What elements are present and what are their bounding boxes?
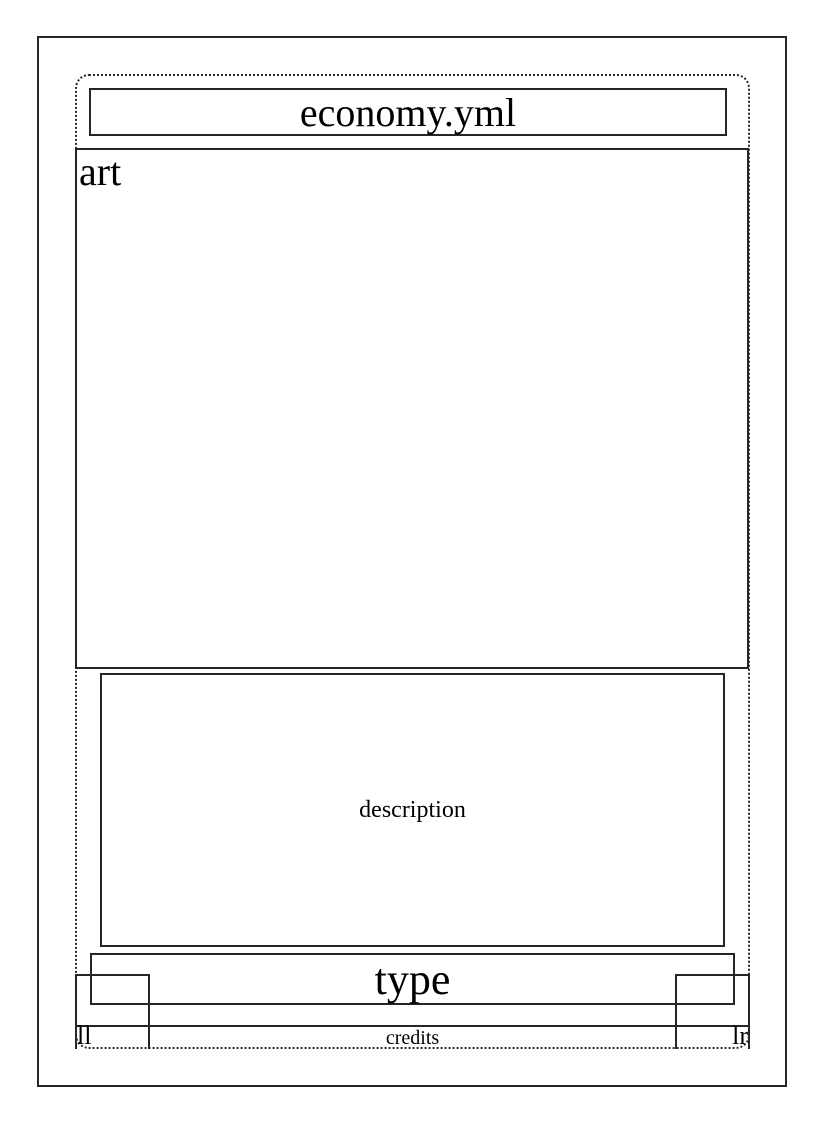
lower-left-label: ll <box>77 1021 92 1050</box>
art-region <box>75 148 749 669</box>
type-region-label: type <box>374 954 451 1004</box>
credits-region <box>75 1021 750 1050</box>
lower-right-label: lr <box>732 1021 748 1050</box>
card-title-box <box>89 88 727 136</box>
credits-region-label: credits <box>385 1026 440 1049</box>
art-region-label: art <box>79 149 122 194</box>
description-region <box>100 673 725 947</box>
type-region <box>90 953 735 1005</box>
description-region-label: description <box>359 796 466 823</box>
card-title-label: economy.yml <box>299 89 517 135</box>
